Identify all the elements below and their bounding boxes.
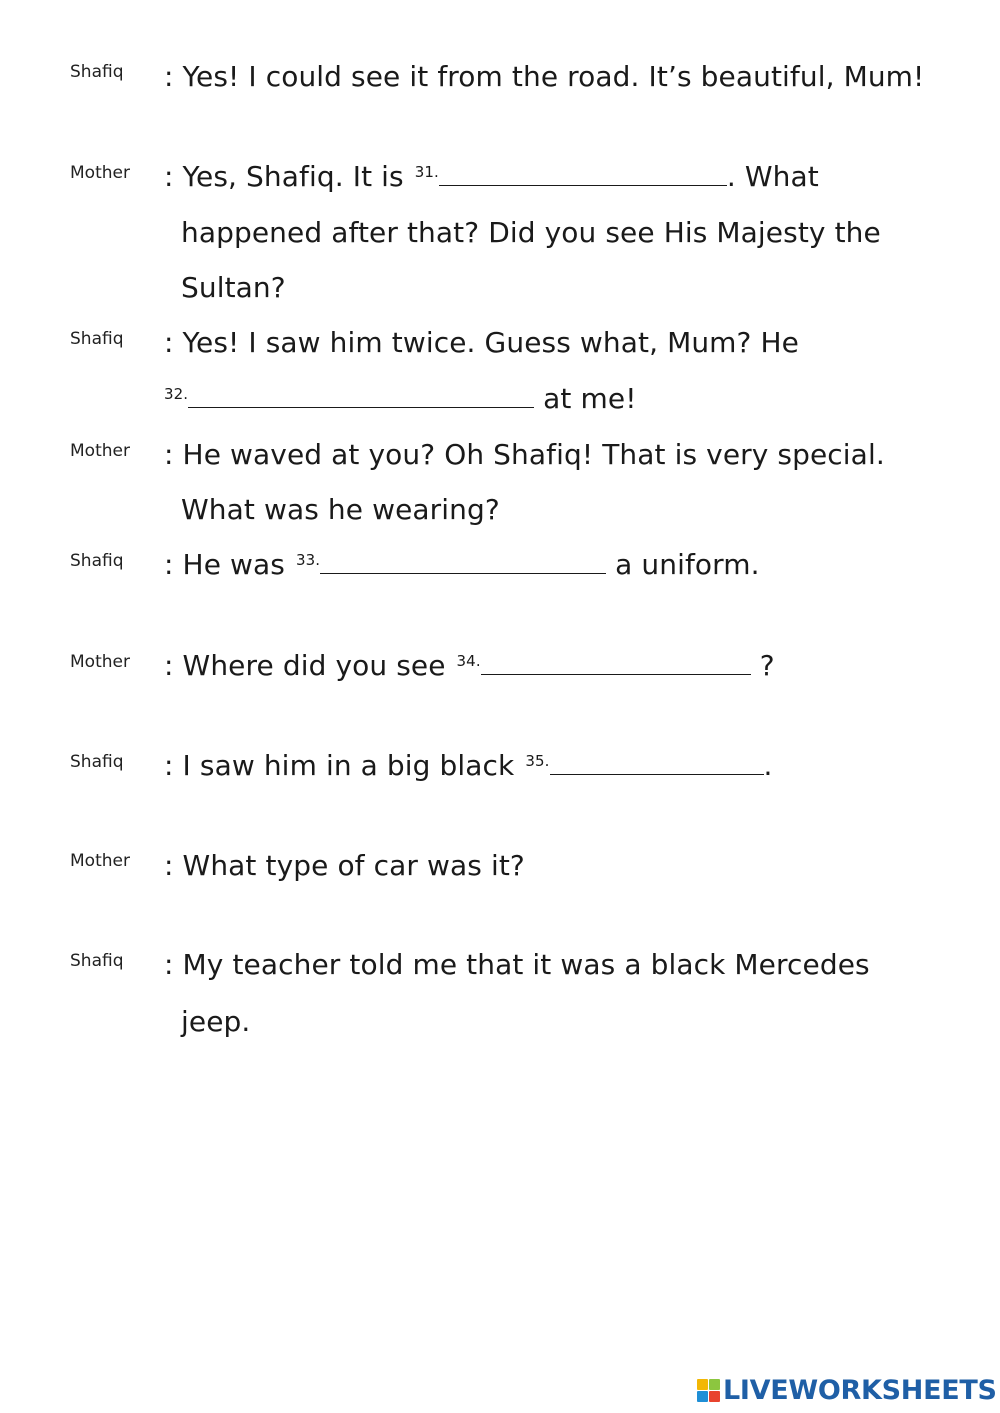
dialogue-continuation: What was he wearing? — [181, 493, 500, 526]
question-number: 34. — [456, 652, 481, 670]
dialogue-text: : Where did you see — [164, 649, 455, 682]
logo-tile — [697, 1391, 708, 1402]
speaker-label: Shafiq — [70, 62, 124, 82]
speaker-label: Shafiq — [70, 752, 124, 772]
answer-blank-32[interactable] — [188, 385, 534, 408]
dialogue-continuation: jeep. — [181, 1005, 251, 1038]
speaker-label: Shafiq — [70, 329, 124, 349]
speaker-label: Mother — [70, 652, 130, 672]
dialogue-continuation: Sultan? — [181, 271, 286, 304]
dialogue-text: at me! — [534, 382, 637, 415]
logo-tile — [709, 1379, 720, 1390]
dialogue-text: ? — [750, 649, 775, 682]
dialogue-line — [164, 548, 760, 581]
dialogue-text: a uniform. — [606, 548, 760, 581]
speaker-label: Mother — [70, 163, 130, 183]
answer-blank-35[interactable] — [550, 752, 764, 775]
dialogue-line: : What type of car was it? — [164, 849, 525, 882]
speaker-label: Mother — [70, 441, 130, 461]
answer-blank-34[interactable] — [481, 652, 751, 675]
speaker-label: Shafiq — [70, 951, 124, 971]
question-number: 35. — [525, 752, 550, 770]
dialogue-text: : I saw him in a big black — [164, 749, 524, 782]
answer-blank-31[interactable] — [439, 163, 727, 186]
logo-mark-icon — [697, 1379, 720, 1402]
question-number: 33. — [295, 551, 321, 569]
question-number: 32. — [164, 385, 189, 403]
dialogue-line — [164, 649, 775, 682]
speaker-label: Mother — [70, 851, 130, 871]
dialogue-line: : Yes! I could see it from the road. It’s beautiful, Mum! — [164, 60, 925, 93]
dialogue-text: : Yes, Shafiq. It is — [164, 160, 413, 193]
question-number: 31. — [414, 163, 439, 181]
dialogue-line: : Yes! I saw him twice. Guess what, Mum? He — [164, 326, 799, 359]
logo-tile — [709, 1391, 720, 1402]
dialogue-line: : He waved at you? Oh Shafiq! That is very special. — [164, 438, 885, 471]
logo-text: LIVEWORKSHEETS — [723, 1375, 997, 1406]
logo-tile — [697, 1379, 708, 1390]
speaker-label: Shafiq — [70, 551, 124, 571]
answer-blank-33[interactable] — [320, 551, 606, 574]
liveworksheets-logo — [697, 1375, 997, 1406]
dialogue-text: : He was — [164, 548, 294, 581]
dialogue-text: . What — [726, 160, 819, 193]
dialogue-line: : My teacher told me that it was a black Mercedes — [164, 948, 870, 981]
dialogue-continuation: happened after that? Did you see His Majesty the — [181, 216, 881, 249]
dialogue-text: . — [763, 749, 773, 782]
dialogue-line — [164, 749, 773, 782]
dialogue-continuation — [164, 382, 637, 415]
dialogue-line — [164, 160, 819, 193]
